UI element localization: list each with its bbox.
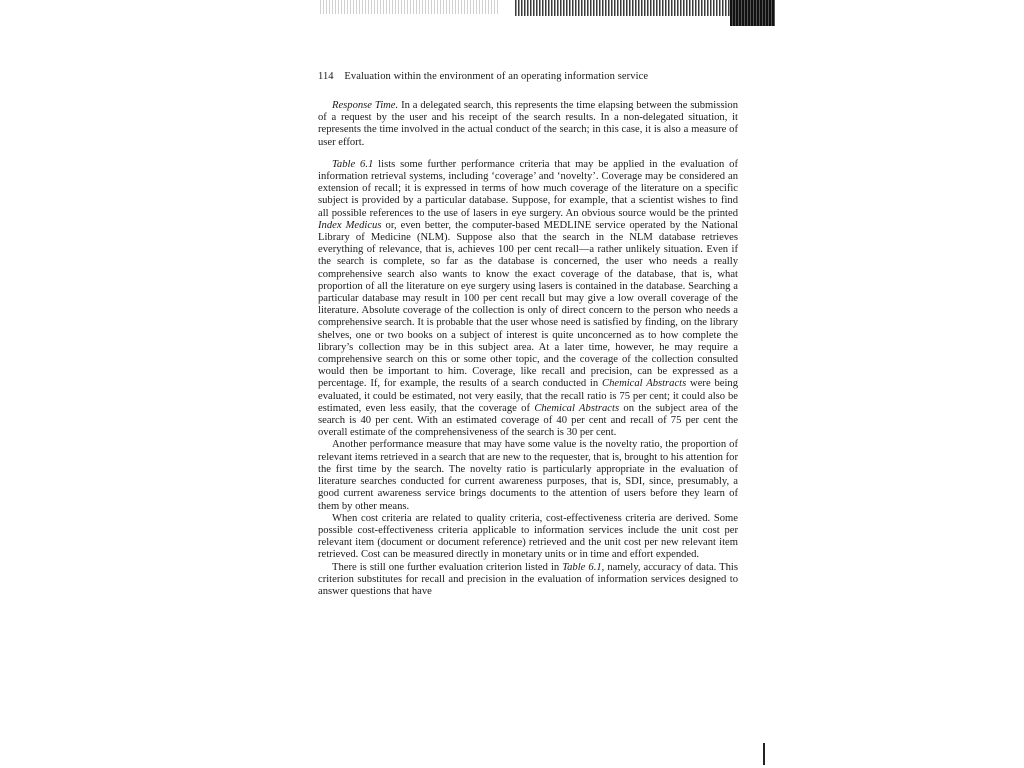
book-page xyxy=(318,70,738,598)
table-reference: Table 6.1 xyxy=(562,561,602,573)
paragraph-response-time: Response Time. In a delegated search, this represents the time elapsing between the submission of a request by the user and his receipt of the search results. In a non-delegated situation, it represents the time involved in the actual conduct of the search; in this case, it is also a measure of user effort. xyxy=(318,100,738,148)
paragraph-coverage: Table 6.1 lists some further performance criteria that may be applied in the evaluation of information retrieval systems, including ‘coverage’ and ‘novelty’. Coverage may be considered an extension of recall; it is expressed in terms of how much coverage of the literature on a specific subject is provided by a particular database. Suppose, for example, that a scientist wishes to find all possible references to the use of lasers in eye surgery. An obvious source would be the printed Index Medicus or, even better, the computer-based MEDLINE service operated by the National Library of Medicine (NLM). Suppose also that the search in the NLM database retrieves everything of relevance, that is, achieves 100 per cent recall—a rather unlikely situation. Even if the search is complete, so far as the database is concerned, the user who needs a really comprehensive search also wants to know the exact coverage of the database, that is, what proportion of all the literature on eye surgery using lasers is contained in the database. Searching a particular database may result in 100 per cent recall but may give a low overall coverage of the literature. Absolute coverage of the collection is only of direct concern to the person who needs a comprehensive search. It is probable that the user whose need is satisfied by finding, on the library shelves, one or two books on a subject of interest is quite unconcerned as to how complete the library’s collection may be in this subject area. At a later time, however, he may require a comprehensive search on this or some other topic, and the coverage of the collection consulted would then be important to him. Coverage, like recall and precision, can be expressed as a percentage. If, for example, the results of a search conducted in Chemical Abstracts were being evaluated, it could be estimated, not very easily, that the recall ratio is 75 per cent; it could also be estimated, even less easily, that the coverage of Chemical Abstracts on the subject area of the search is 40 per cent. With an estimated coverage of 40 per cent and recall of 75 per cent the overall estimate of the comprehensiveness of the search is 30 per cent. xyxy=(318,158,739,439)
term-response-time: Response Time. xyxy=(332,100,399,111)
table-reference: Table 6.1 xyxy=(332,158,374,170)
scan-artifact-tick xyxy=(763,743,765,765)
scan-artifact-bar xyxy=(515,0,730,16)
scan-artifact-noise xyxy=(320,0,500,14)
running-title: Evaluation within the environment of an operating information service xyxy=(344,71,649,82)
page-number: 114 xyxy=(318,71,334,82)
paragraph-cost-effectiveness: When cost criteria are related to quality criteria, cost-effectiveness criteria are derived. Some possible cost-effectiveness criteria applicable to information services include the unit cost per relevant item (document or document reference) retrieved and the unit cost per new relevant item retrieved. Cost can be measured directly in monetary units or in time and effort expended. xyxy=(318,512,738,561)
paragraph-accuracy: There is still one further evaluation criterion listed in Table 6.1, namely, accuracy of data. This criterion substitutes for recall and precision in the evaluation of information services designed to answer questions that have xyxy=(318,561,738,597)
scan-artifact-block xyxy=(730,0,775,26)
running-header xyxy=(318,70,738,84)
paragraph-novelty: Another performance measure that may have some value is the novelty ratio, the proportion of relevant items retrieved in a search that are new to the requester, that is, brought to his attention for the first time by the search. The novelty ratio is particularly appropriate in the evaluation of literature searches conducted for current awareness purposes, that is, SDI, since, presumably, a good current awareness service brings documents to the attention of users before they learn of them by other means. xyxy=(318,439,738,512)
